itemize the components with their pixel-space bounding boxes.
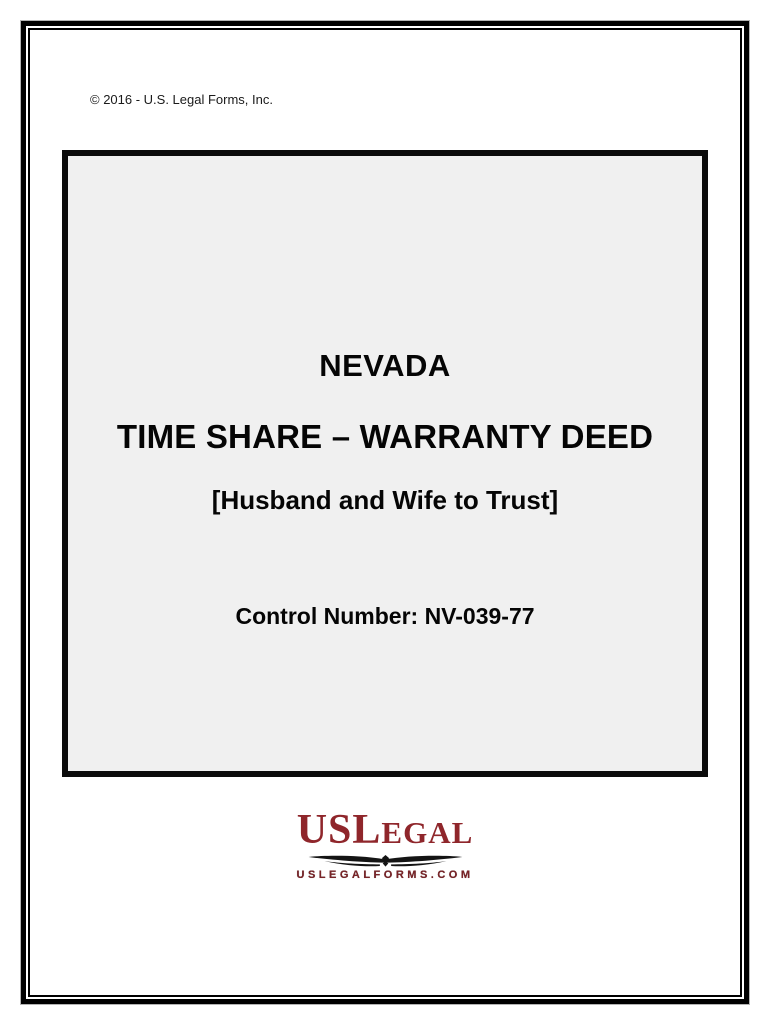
state-title: NEVADA <box>319 348 451 383</box>
form-title: TIME SHARE – WARRANTY DEED <box>116 418 654 455</box>
wordmark-large-text: USL <box>296 807 382 853</box>
uslegal-logo <box>0 807 770 881</box>
control-number: Control Number: NV-039-77 <box>235 603 535 629</box>
cover-title-box <box>62 150 708 777</box>
eagle-icon <box>0 854 770 869</box>
wordmark-small-text: EGAL <box>381 815 474 850</box>
form-subtitle: [Husband and Wife to Trust] <box>211 485 559 515</box>
copyright-notice: © 2016 - U.S. Legal Forms, Inc. <box>90 92 273 107</box>
logo-domain-text: USLEGALFORMS.COM <box>296 869 474 881</box>
uslegal-wordmark <box>0 807 770 857</box>
